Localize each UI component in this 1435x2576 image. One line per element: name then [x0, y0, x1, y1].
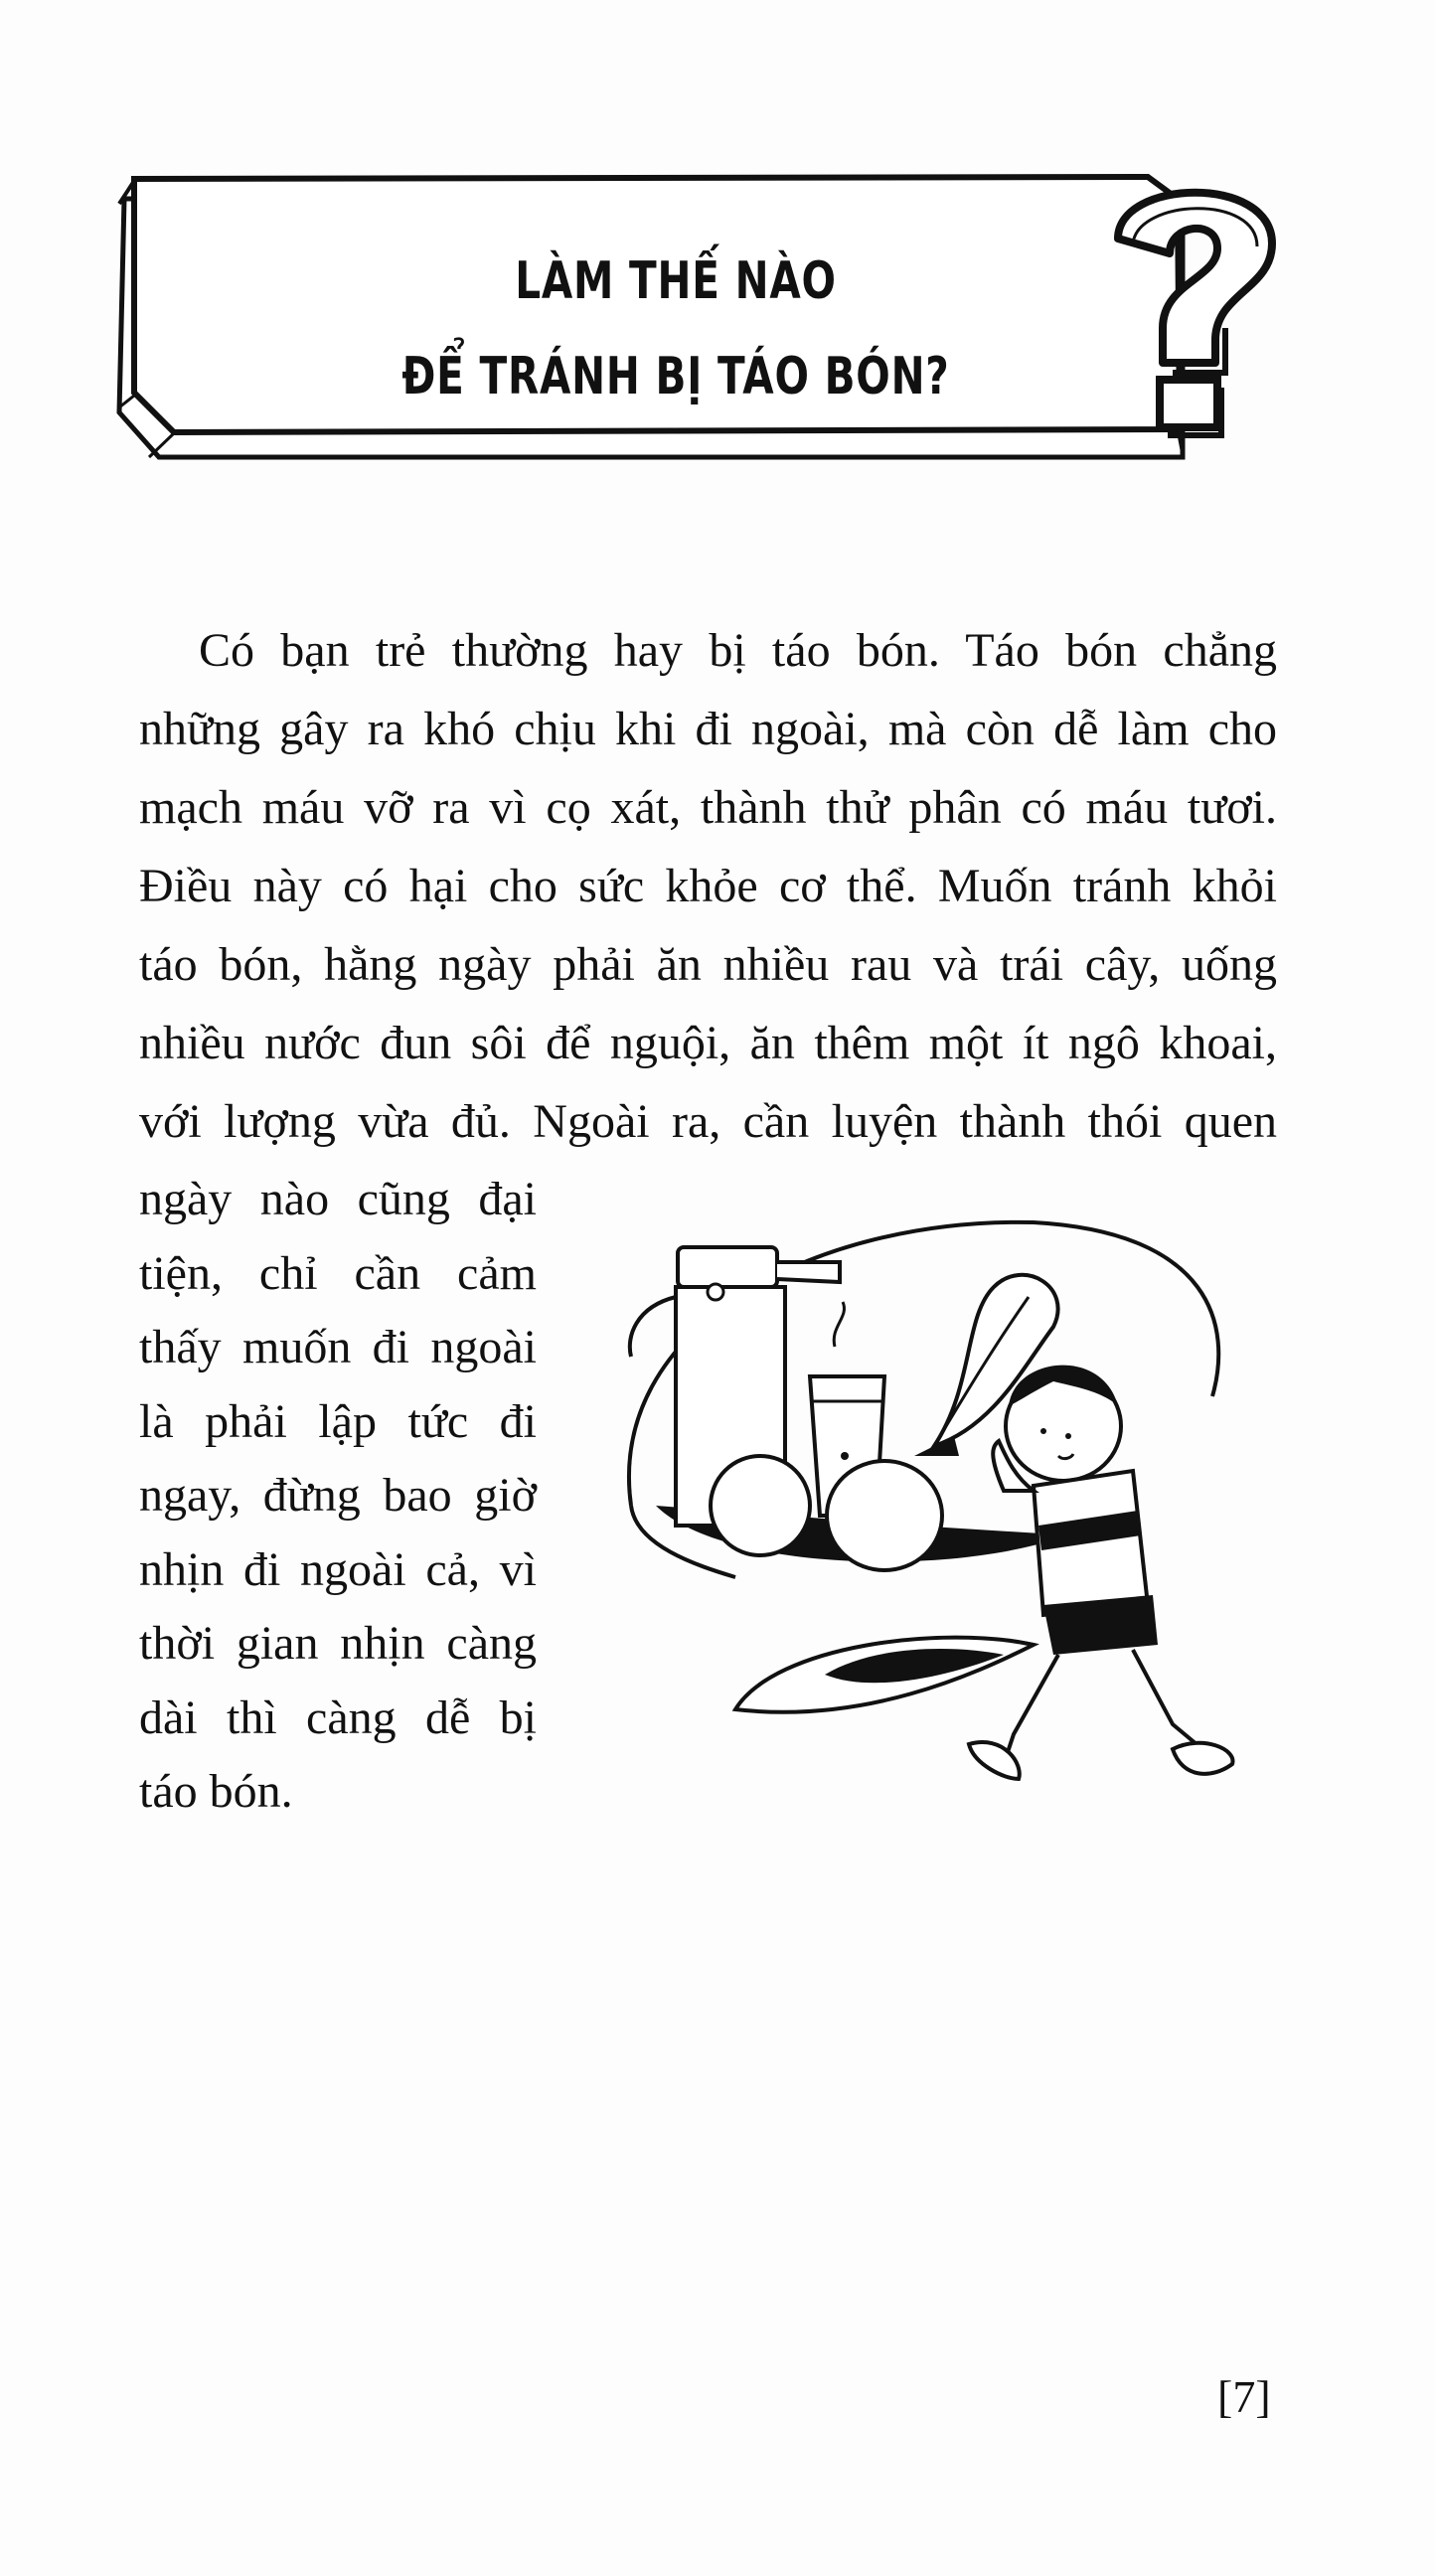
body-line: Điều này có hại cho sức khỏe cơ thể. Muốn tránh khỏi — [139, 860, 1277, 912]
body-line: với lượng vừa đủ. Ngoài ra, cần luyện thành thói quen — [139, 1095, 1277, 1148]
wrapped-line: là phải lập tức đi — [139, 1394, 537, 1448]
body-line: mạch máu vỡ ra vì cọ xát, thành thử phân có máu tươi. — [139, 781, 1277, 834]
boy-icon — [969, 1366, 1232, 1779]
wrapped-line: thấy muốn đi ngoài — [139, 1321, 537, 1373]
title-line-1: LÀM THẾ NÀO — [515, 251, 837, 311]
boy-with-fruits-vegetables-illustration — [616, 1208, 1252, 1804]
title-banner — [104, 169, 1297, 477]
body-line: táo bón, hằng ngày phải ăn nhiều rau và trái cây, uống — [139, 938, 1277, 991]
wrapped-line: ngày nào cũng đại — [139, 1173, 537, 1225]
body-line: Có bạn trẻ thường hay bị táo bón. Táo bón chẳng — [199, 624, 1277, 677]
page-number: [7] — [1217, 2371, 1271, 2422]
title-line-2: ĐỂ TRÁNH BỊ TÁO BÓN? — [401, 347, 950, 406]
wrapped-line: ngay, đừng bao giờ — [139, 1469, 537, 1522]
body-line: nhiều nước đun sôi để nguội, ăn thêm một ít ngô khoai, — [139, 1017, 1277, 1069]
body-line: những gây ra khó chịu khi đi ngoài, mà còn dễ làm cho — [139, 703, 1277, 755]
body-paragraph — [139, 611, 1277, 1161]
wrapped-line: thời gian nhịn càng — [139, 1617, 537, 1670]
wrapped-line: nhịn đi ngoài cả, vì — [139, 1542, 537, 1596]
wrapped-line: táo bón. — [139, 1765, 293, 1818]
wrapped-line: tiện, chỉ cần cảm — [139, 1246, 537, 1300]
wrapped-paragraph — [139, 1163, 537, 1830]
page-title — [354, 234, 997, 424]
wrapped-line: dài thì càng dễ bị — [139, 1690, 537, 1744]
